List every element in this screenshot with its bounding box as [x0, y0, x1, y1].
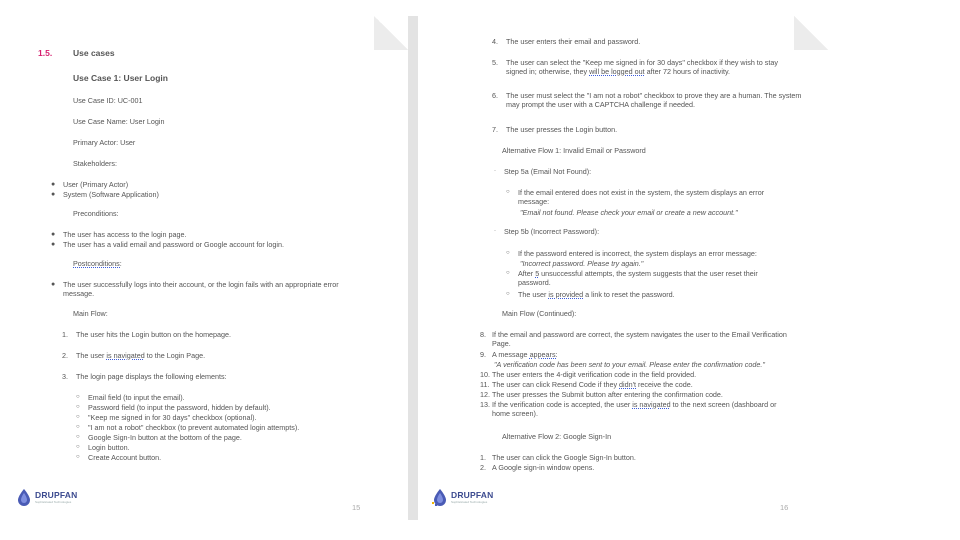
circle-bullet-icon: ○: [76, 394, 80, 400]
drupfan-logo: DRUPFAN Sophisticated Technologies: [16, 488, 78, 506]
main-flow-step-10: The user enters the 4-digit verification code in the field provided.: [492, 370, 697, 379]
main-flow-step-9: A message appears:: [492, 350, 558, 359]
main-flow-step-5: The user can select the "Keep me signed in for 30 days" checkbox if they wish to stay signed in; otherwise, they will be logged out after 72 hours of inactivity.: [506, 58, 778, 76]
main-flow-step-11: The user can click Resend Code if they didn't receive the code.: [492, 380, 693, 389]
step-5a-label: Step 5a (Email Not Found):: [504, 167, 592, 176]
use-case-name: Use Case Name: User Login: [73, 117, 165, 126]
step-5b-reset-link: The user is provided a link to reset the password.: [518, 290, 675, 299]
step-5a-error-message: "Email not found. Please check your email or create a new account.": [520, 208, 738, 217]
circle-bullet-icon: ○: [76, 454, 80, 460]
grammar-flag: didn't: [619, 380, 637, 389]
main-flow-step-1: The user hits the Login button on the homepage.: [76, 330, 232, 339]
google-flow-step-1: The user can click the Google Sign-In button.: [492, 453, 636, 462]
step-5b-error-message: "Incorrect password. Please try again.": [520, 259, 644, 268]
element-item: Email field (to input the email).: [88, 393, 185, 402]
step-5a-text: If the email entered does not exist in the system, the system displays an error message:: [518, 188, 765, 206]
circle-bullet-icon: ○: [506, 189, 510, 195]
page-fold-corner: [374, 16, 408, 50]
use-case-title: Use Case 1: User Login: [73, 73, 168, 83]
circle-bullet-icon: ○: [506, 291, 510, 297]
list-number: 9.: [480, 350, 486, 359]
list-number: 12.: [480, 390, 490, 399]
bullet-icon: ●: [51, 181, 56, 188]
main-flow-step-4: The user enters their email and password.: [506, 37, 641, 46]
dash-bullet-icon: ·: [494, 228, 496, 234]
circle-bullet-icon: ○: [76, 414, 80, 420]
circle-bullet-icon: ○: [506, 270, 510, 276]
circle-bullet-icon: ○: [506, 250, 510, 256]
document-page-left: [16, 16, 408, 520]
bullet-icon: ●: [51, 231, 56, 238]
main-flow-continued-label: Main Flow (Continued):: [502, 309, 577, 318]
circle-bullet-icon: ○: [76, 404, 80, 410]
grammar-flag: appears:: [529, 350, 558, 359]
main-flow-label: Main Flow:: [73, 309, 108, 318]
bullet-icon: ●: [51, 281, 56, 288]
element-item: Password field (to input the password, hidden by default).: [88, 403, 271, 412]
bullet-icon: ●: [51, 241, 56, 248]
step-5b-text: If the password entered is incorrect, the system displays an error message:: [518, 249, 757, 258]
section-number: 1.5.: [38, 48, 53, 58]
main-flow-step-8: If the email and password are correct, the system navigates the user to the Email Verification Page.: [492, 330, 787, 348]
list-number: 8.: [480, 330, 486, 339]
grammar-flag: is provided: [548, 290, 584, 299]
circle-bullet-icon: ○: [76, 434, 80, 440]
preconditions-label: Preconditions:: [73, 209, 119, 218]
bullet-icon: ●: [51, 191, 56, 198]
google-flow-step-2: A Google sign-in window opens.: [492, 463, 595, 472]
stakeholder-item: System (Software Application): [63, 190, 159, 199]
main-flow-step-13: If the verification code is accepted, the user is navigated to the next screen (dashboard or home screen).: [492, 400, 777, 418]
drupfan-drop-icon: [16, 488, 32, 506]
step-5b-label: Step 5b (Incorrect Password):: [504, 227, 600, 236]
circle-bullet-icon: ○: [76, 444, 80, 450]
main-flow-step-7: The user presses the Login button.: [506, 125, 618, 134]
document-page-right: [418, 16, 828, 520]
list-number: 5.: [492, 58, 498, 67]
dash-bullet-icon: ·: [494, 168, 496, 174]
page-fold-corner: [794, 16, 828, 50]
grammar-flag: is navigated: [632, 400, 671, 409]
element-item: "Keep me signed in for 30 days" checkbox (optional).: [88, 413, 257, 422]
list-number: 2.: [62, 351, 68, 360]
step-5b-attempts: After 5 unsuccessful attempts, the system suggests that the user reset their password.: [518, 269, 758, 287]
list-number: 1.: [480, 453, 486, 462]
precondition-item: The user has access to the login page.: [63, 230, 187, 239]
precondition-item: The user has a valid email and password or Google account for login.: [63, 240, 284, 249]
main-flow-step-3: The login page displays the following elements:: [76, 372, 227, 381]
stakeholders-label: Stakeholders:: [73, 159, 117, 168]
stakeholder-item: User (Primary Actor): [63, 180, 129, 189]
drupfan-drop-icon: [432, 488, 448, 506]
page-number: 16: [780, 503, 789, 512]
list-number: 1.: [62, 330, 68, 339]
element-item: Google Sign-In button at the bottom of the page.: [88, 433, 242, 442]
primary-actor: Primary Actor: User: [73, 138, 136, 147]
main-flow-step-12: The user presses the Submit button after entering the confirmation code.: [492, 390, 723, 399]
grammar-flag: 5: [535, 269, 540, 278]
verification-message: "A verification code has been sent to your email. Please enter the confirmation code.": [494, 360, 765, 369]
main-flow-step-2: The user is navigated to the Login Page.: [76, 351, 206, 360]
postcondition-item: The user successfully logs into their account, or the login fails with an appropriate error message.: [63, 280, 339, 298]
use-case-id: Use Case ID: UC-001: [73, 96, 143, 105]
element-item: Login button.: [88, 443, 130, 452]
main-flow-step-6: The user must select the "I am not a robot" checkbox to prove they are a human. The system may prompt the user with a CAPTCHA challenge if needed.: [506, 91, 802, 109]
list-number: 3.: [62, 372, 68, 381]
list-number: 6.: [492, 91, 498, 100]
list-number: 11.: [480, 380, 490, 389]
element-item: Create Account button.: [88, 453, 162, 462]
list-number: 13.: [480, 400, 490, 409]
section-title: Use cases: [73, 48, 115, 58]
list-number: 7.: [492, 125, 498, 134]
list-number: 2.: [480, 463, 486, 472]
grammar-flag: is navigated: [106, 351, 145, 360]
drupfan-logo: DRUPFAN Sophisticated Technologies: [432, 488, 494, 506]
postconditions-label: Postconditions:: [73, 259, 122, 268]
grammar-flag: will be logged out: [589, 67, 645, 76]
circle-bullet-icon: ○: [76, 424, 80, 430]
page-gutter: [408, 16, 418, 520]
list-number: 10.: [480, 370, 490, 379]
element-item: "I am not a robot" checkbox (to prevent automated login attempts).: [88, 423, 300, 432]
page-number: 15: [352, 503, 361, 512]
alternative-flow-1-label: Alternative Flow 1: Invalid Email or Password: [502, 146, 646, 155]
list-number: 4.: [492, 37, 498, 46]
alternative-flow-2-label: Alternative Flow 2: Google Sign-In: [502, 432, 612, 441]
